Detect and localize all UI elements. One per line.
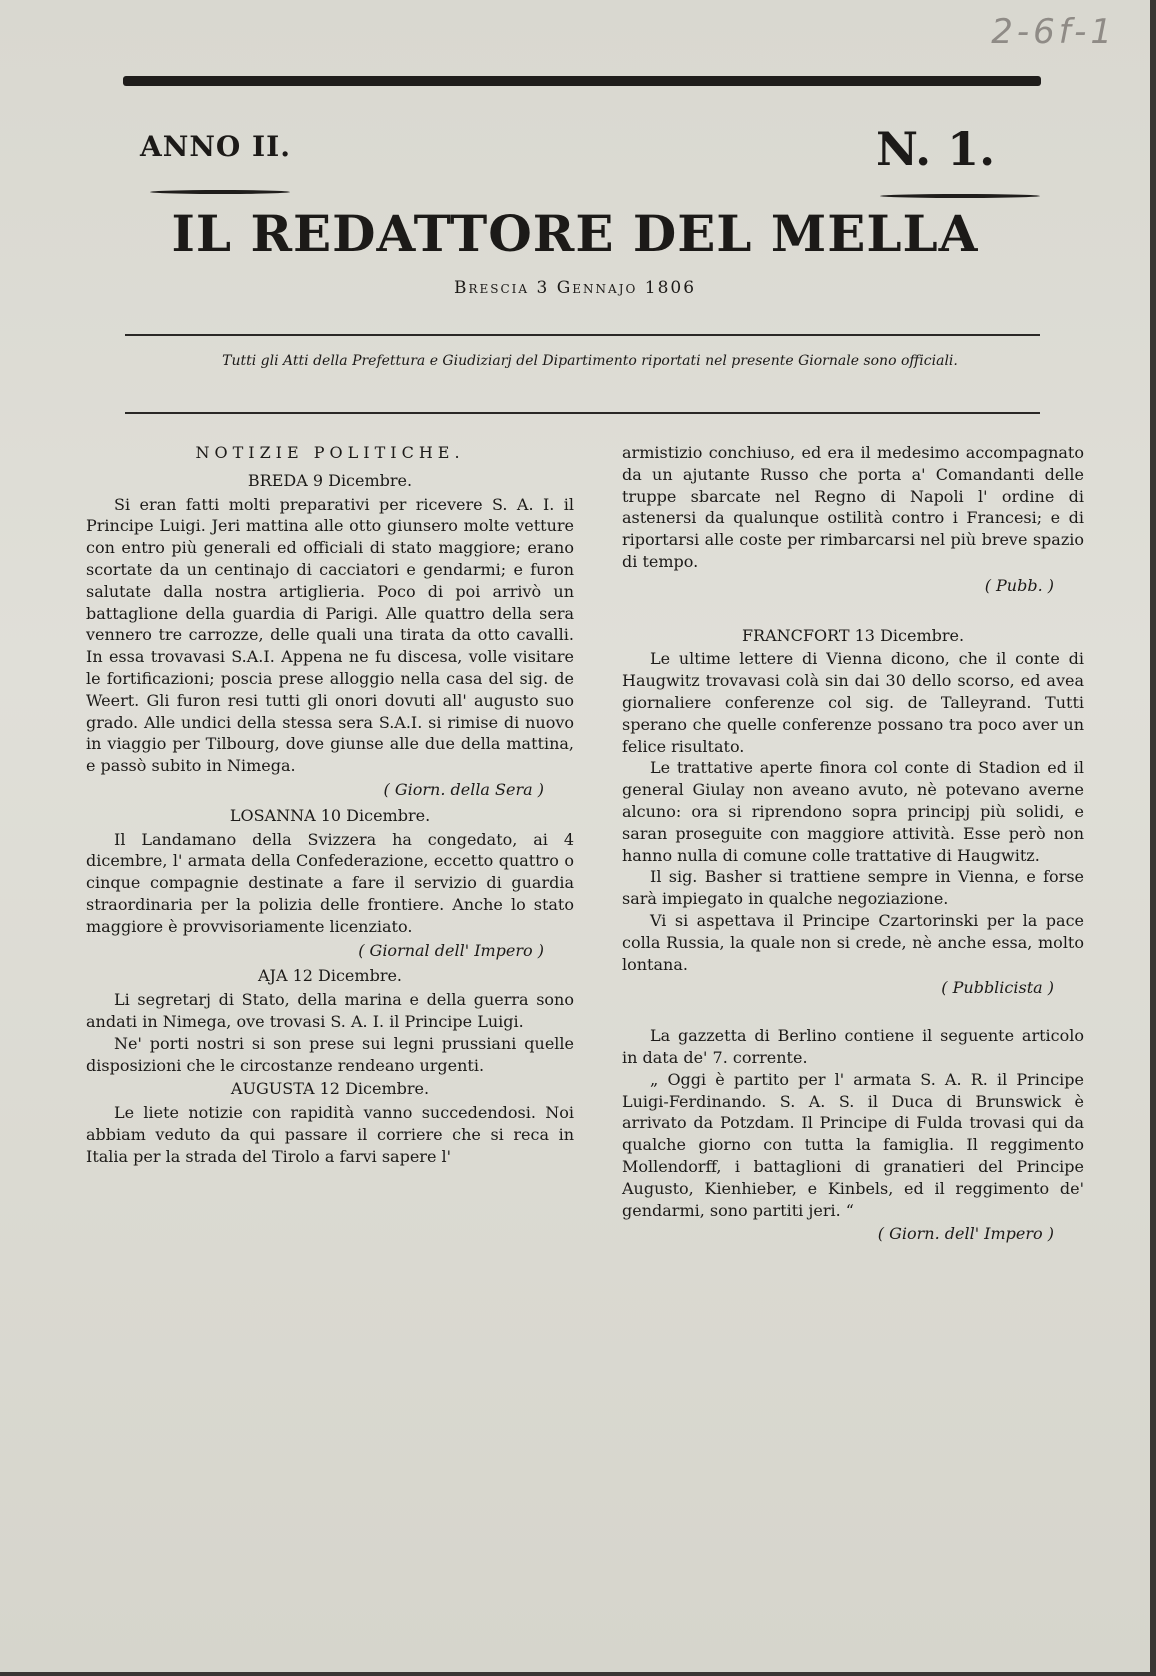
article-source: ( Pubb. ) bbox=[984, 575, 1054, 595]
article-dateline: AUGUSTA 12 Dicembre. bbox=[230, 1079, 430, 1099]
top-rule bbox=[123, 76, 1041, 86]
article-dateline: AJA 12 Dicembre. bbox=[257, 966, 403, 986]
article-body: Le ultime lettere di Vienna dicono, che il conte di Haugwitz trovavasi colà sin dai 30 dello scorso, ed avea giornaliere conferenze col sig. de Talleyrand. Tutti sperano che quelle conferenze possano tra poco aver un felice risultato. bbox=[622, 649, 1084, 756]
article-body: La gazzetta di Berlino contiene il seguente articolo in data de' 7. corrente. bbox=[622, 1026, 1084, 1067]
article-body: Si eran fatti molti preparativi per ricevere S. A. I. il Principe Luigi. Jeri mattina alle otto giunsero molte vetture con entro più generali ed officiali di stato maggiore; erano scortate da un centinajo di cacciatori e gendarmi; e furon salutate dalla nostra artiglieria. Poco di poi arrivò un battaglione della guardia di Parigi. Alle quattro della sera vennero tre carrozze, delle quali una tirata da otto cavalli. In essa trovavasi S.A.I. Appena ne fu discesa, volle visitare le fortificazioni; poscia prese alloggio nella casa del sig. de Weert. Gli furon resi tutti gli onori dovuti all' augusto suo grado. Alle undici della stessa sera S.A.I. si rimise di nuovo in viaggio per Tilbourg, dove giunse alle due della mattina, e passò subito in Nimega. bbox=[86, 494, 574, 776]
handwritten-catalog-mark: 2-6f-1 bbox=[991, 12, 1116, 52]
ornament-left bbox=[150, 190, 290, 194]
article-body: Le trattative aperte finora col conte di Stadion ed il general Giulay non aveano avuto, nè potevano averne alcuno: ora si riprendono sopra principj più solidi, e saran proseguite con maggiore attività. Esse però non hanno nulla di comune colle trattative di Haugwitz. bbox=[622, 758, 1084, 865]
issue-number: N. 1. bbox=[876, 122, 996, 176]
article-source: ( Giornal dell' Impero ) bbox=[358, 940, 544, 960]
article-body: Il Landamano della Svizzera ha congedato, ai 4 dicembre, l' armata della Confederazione, eccetto quattro o cinque compagnie destinate a fare il servizio di guardia straordinaria per la polizia delle frontiere. Anche lo stato maggiore è provvisoriamente licenziato. bbox=[86, 829, 574, 936]
article-body: Vi si aspettava il Principe Czartorinski per la pace colla Russia, la quale non si crede, nè anche essa, molto lontana. bbox=[622, 910, 1084, 974]
ornament-right bbox=[880, 194, 1040, 198]
header-rule-upper bbox=[125, 334, 1040, 336]
article-spacer bbox=[622, 601, 1084, 623]
article-body: Le liete notizie con rapidità vanno succedendosi. Noi abbiam veduto da qui passare il corriere che si reca in Italia per la strada del Tirolo a farvi sapere l' bbox=[86, 1103, 574, 1166]
article-dateline: LOSANNA 10 Dicembre. bbox=[229, 805, 431, 825]
article-body: armistizio conchiuso, ed era il medesimo accompagnato da un ajutante Russo che porta a' Comandanti delle truppe sbarcate nel Regno di Napoli l' ordine di astenersi da qualunque ostilità contro i Francesi; e di riportarsi alle coste per rimbarcarsi nel più breve spazio di tempo. bbox=[622, 443, 1084, 571]
official-notice: Tutti gli Atti della Prefettura e Giudiziarj del Dipartimento riportati nel presente Giornale sono officiali. bbox=[222, 353, 958, 369]
article-body: „ Oggi è partito per l' armata S. A. R. il Principe Luigi-Ferdinando. S. A. S. il Duca di Brunswick è arrivato da Potzdam. Il Principe di Fulda trovasi qui da qualche giorno con tutta la famiglia. Il reggimento Mollendorff, i battaglioni di granatieri del Principe Augusto, Kienhieber, e Kinbels, ed il reggimento de' gendarmi, sono partiti jeri. “ bbox=[622, 1069, 1084, 1220]
volume-year: ANNO II. bbox=[140, 130, 291, 163]
header-rule-lower bbox=[125, 412, 1040, 414]
issue-dateline: Brescia 3 Gennajo 1806 bbox=[453, 278, 697, 298]
article-body: Il sig. Basher si trattiene sempre in Vienna, e forse sarà impiegato in qualche negoziazione. bbox=[622, 867, 1084, 909]
article-source: ( Giorn. dell' Impero ) bbox=[877, 1224, 1054, 1244]
article-body: Ne' porti nostri si son prese sui legni prussiani quelle disposizioni che le circostanze rendeano urgenti. bbox=[86, 1033, 574, 1075]
left-column bbox=[86, 442, 574, 1168]
article-source: ( Pubblicista ) bbox=[941, 978, 1054, 998]
article-source: ( Giorn. della Sera ) bbox=[383, 779, 544, 799]
newspaper-title: IL REDATTORE DEL MELLA bbox=[171, 204, 979, 263]
section-heading: NOTIZIE POLITICHE. bbox=[195, 443, 465, 462]
article-dateline: FRANCFORT 13 Dicembre. bbox=[741, 625, 965, 645]
article-spacer bbox=[622, 1003, 1084, 1025]
article-dateline: BREDA 9 Dicembre. bbox=[247, 470, 413, 490]
right-column bbox=[622, 442, 1084, 1249]
article-body: Li segretarj di Stato, della marina e della guerra sono andati in Nimega, ove trovasi S. A. I. il Principe Luigi. bbox=[86, 990, 574, 1031]
